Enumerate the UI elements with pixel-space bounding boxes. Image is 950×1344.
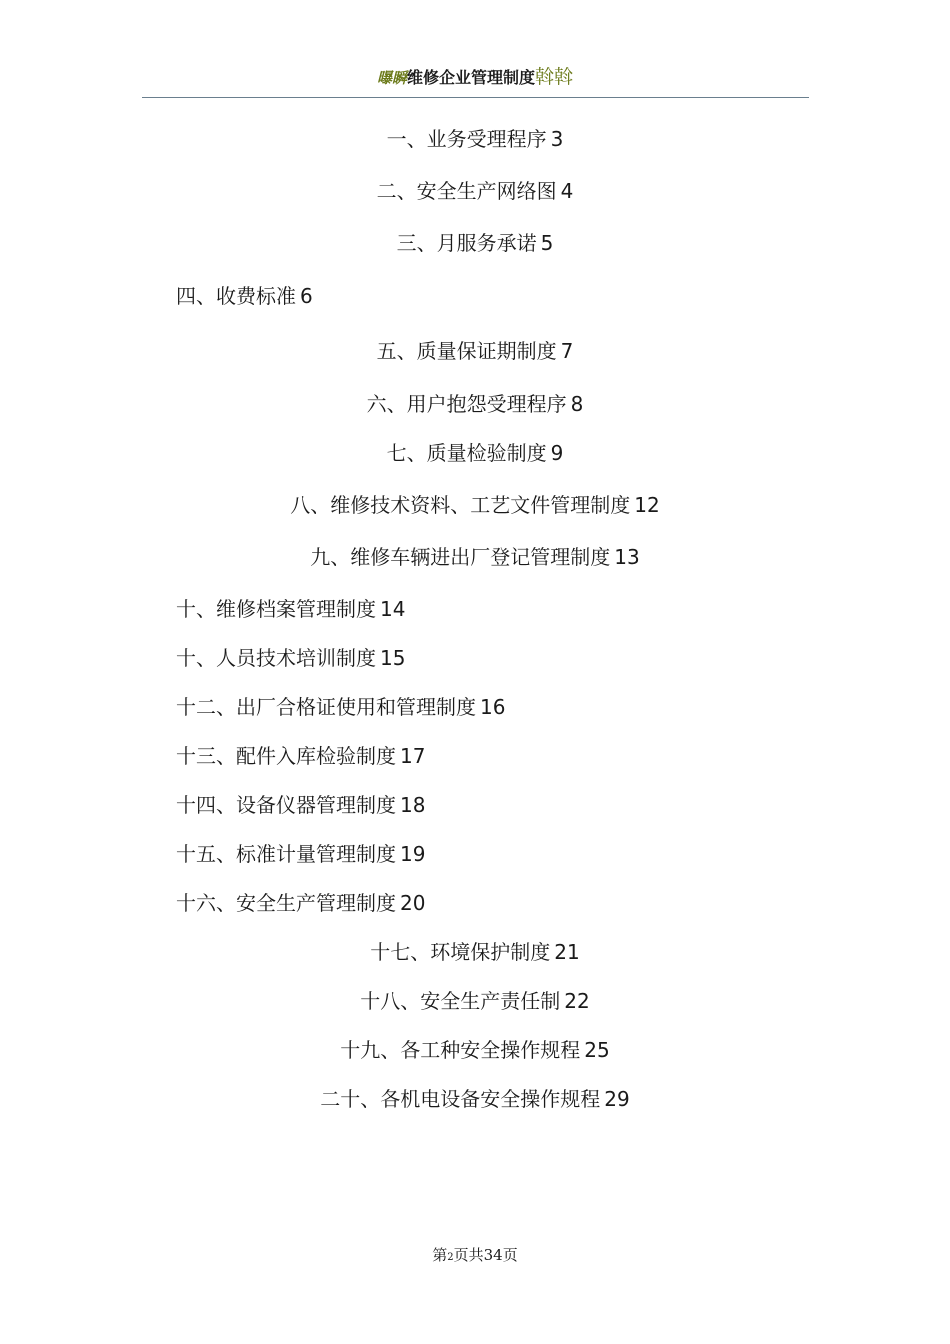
toc-entry-page-number: 9 (550, 441, 564, 465)
toc-entry[interactable] (0, 544, 950, 570)
toc-entry[interactable] (176, 645, 405, 671)
footer-prefix: 第 (432, 1246, 448, 1264)
toc-entry[interactable] (176, 743, 425, 769)
toc-entry-page-number: 7 (560, 339, 574, 363)
toc-entry[interactable] (0, 1037, 950, 1063)
toc-entry[interactable] (0, 1086, 950, 1112)
toc-entry-page-number: 3 (550, 127, 564, 151)
toc-entry[interactable] (176, 283, 313, 309)
toc-entry-page-number: 16 (480, 695, 506, 719)
toc-entry[interactable] (0, 939, 950, 965)
toc-entry[interactable] (0, 492, 950, 518)
toc-entry-label: 三、月服务承诺 (396, 231, 537, 255)
toc-entry-page-number: 14 (380, 597, 406, 621)
footer-total-pages: 34 (483, 1246, 503, 1264)
toc-entry-label: 十八、安全生产责任制 (360, 989, 561, 1013)
toc-entry-page-number: 25 (584, 1038, 610, 1062)
toc-entry-label: 一、业务受理程序 (386, 127, 547, 151)
toc-entry-page-number: 4 (560, 179, 574, 203)
page-footer (0, 1244, 950, 1265)
toc-entry[interactable] (0, 126, 950, 152)
footer-current-page: 2 (447, 1252, 454, 1263)
toc-entry[interactable] (0, 391, 950, 417)
toc-entry[interactable] (176, 841, 425, 867)
toc-entry-page-number: 5 (540, 231, 554, 255)
toc-entry-label: 四、收费标准 (176, 284, 296, 308)
footer-middle: 页共 (453, 1246, 484, 1264)
toc-entry-label: 十二、出厂合格证使用和管理制度 (176, 695, 476, 719)
toc-entry-page-number: 20 (400, 891, 426, 915)
footer-suffix: 页 (502, 1246, 518, 1264)
toc-entry-label: 十五、标准计量管理制度 (176, 842, 396, 866)
toc-entry[interactable] (176, 890, 425, 916)
toc-entry-page-number: 21 (554, 940, 580, 964)
toc-entry[interactable] (0, 230, 950, 256)
toc-entry-label: 十九、各工种安全操作规程 (340, 1038, 581, 1062)
toc-entry-page-number: 8 (570, 392, 584, 416)
header-decoration-right: 斡斡 (535, 66, 574, 88)
header-decoration-left: 曝瞬 (376, 69, 407, 87)
toc-entry-page-number: 19 (400, 842, 426, 866)
toc-entry-label: 六、用户抱怨受理程序 (366, 392, 567, 416)
toc-entry-page-number: 6 (300, 284, 313, 308)
toc-entry-page-number: 22 (564, 989, 590, 1013)
toc-entry-label: 九、维修车辆进出厂登记管理制度 (310, 545, 611, 569)
toc-entry[interactable] (176, 694, 505, 720)
toc-entry-label: 十四、设备仪器管理制度 (176, 793, 396, 817)
toc-entry-label: 十六、安全生产管理制度 (176, 891, 396, 915)
toc-entry-label: 十七、环境保护制度 (370, 940, 551, 964)
toc-entry[interactable] (176, 792, 425, 818)
toc-entry-label: 五、质量保证期制度 (376, 339, 557, 363)
toc-entry[interactable] (0, 338, 950, 364)
toc-entry-label: 十、维修档案管理制度 (176, 597, 376, 621)
toc-entry-page-number: 18 (400, 793, 426, 817)
toc-entry-label: 二、安全生产网络图 (376, 179, 557, 203)
header-title: 维修企业管理制度 (406, 68, 535, 87)
toc-entry-label: 十、人员技术培训制度 (176, 646, 376, 670)
toc-entry-page-number: 12 (634, 493, 660, 517)
toc-entry[interactable] (0, 178, 950, 204)
toc-entry-page-number: 13 (614, 545, 640, 569)
toc-entry[interactable] (0, 440, 950, 466)
toc-entry-label: 二十、各机电设备安全操作规程 (320, 1087, 601, 1111)
toc-entry[interactable] (176, 596, 405, 622)
toc-entry-page-number: 29 (604, 1087, 630, 1111)
toc-entry-page-number: 17 (400, 744, 426, 768)
toc-entry[interactable] (0, 988, 950, 1014)
toc-entry-label: 七、质量检验制度 (386, 441, 547, 465)
toc-entry-label: 八、维修技术资料、工艺文件管理制度 (290, 493, 631, 517)
toc-entry-label: 十三、配件入库检验制度 (176, 744, 396, 768)
toc-entry-page-number: 15 (380, 646, 406, 670)
